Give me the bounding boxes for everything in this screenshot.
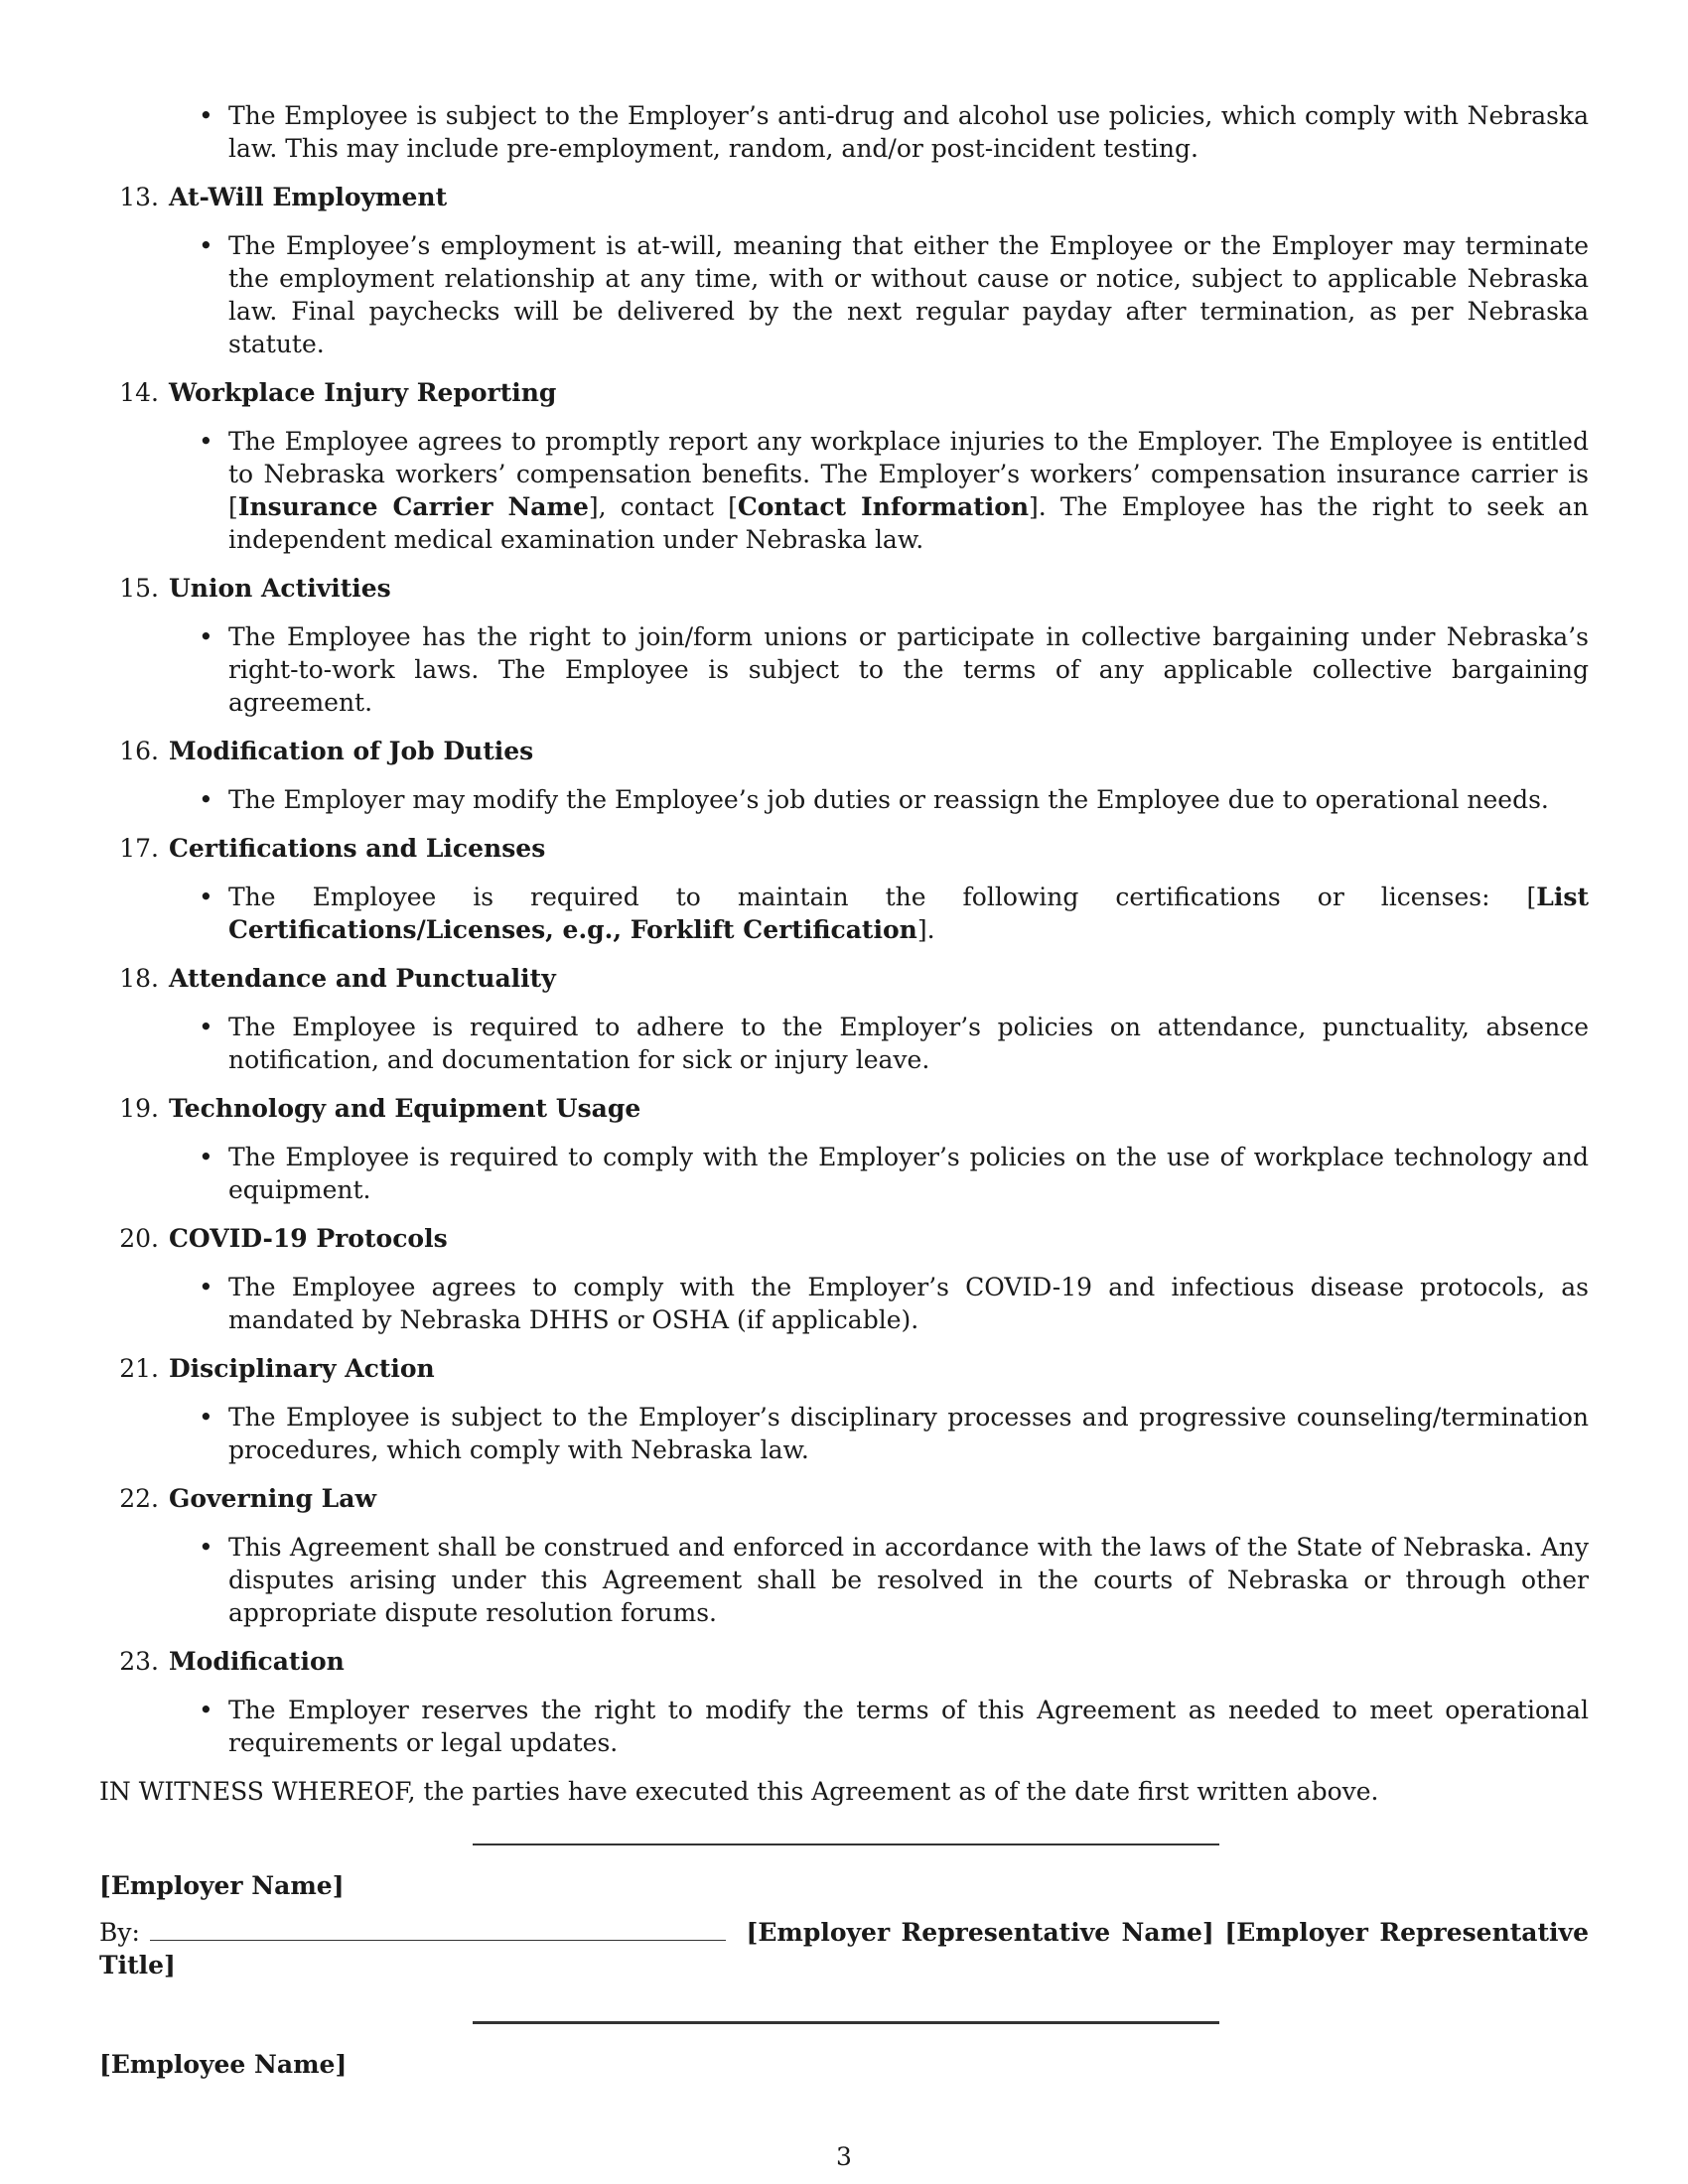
text-segment: ]. — [916, 915, 935, 944]
section-heading-18 — [99, 962, 1589, 995]
placeholder-insurance-carrier: Insurance Carrier Name — [237, 492, 589, 521]
section-number: 14. — [119, 378, 159, 407]
drug-policy-bullet: • The Employee is subject to the Employer’s anti-drug and alcohol use policies, which comply with Nebraska law. This may include pre-employment, random, and/or post-incident testing. — [99, 99, 1589, 165]
section-14-bullets — [99, 425, 1589, 556]
representative-signature-row — [99, 1916, 1589, 1981]
section-19-bullets — [99, 1141, 1589, 1206]
section-title: At-Will Employment — [169, 183, 448, 211]
section-heading-21 — [99, 1352, 1589, 1385]
page-number: 3 — [836, 2142, 852, 2171]
text-segment: ]. The Employee has the right to seek an independent medical examination under Nebraska law. — [228, 492, 1589, 554]
section-21-text: • The Employee is subject to the Employer’s disciplinary processes and progressive counseling/termination procedures, which comply with Nebraska law. — [99, 1401, 1589, 1466]
placeholder-certifications: List Certifications/Licenses, e.g., Forklift Certification — [228, 883, 1589, 944]
section-title: Modification — [169, 1647, 345, 1676]
section-17-bullets — [99, 881, 1589, 946]
section-20-text: • The Employee agrees to comply with the Employer’s COVID-19 and infectious disease protocols, as mandated by Nebraska DHHS or OSHA (if applicable). — [99, 1271, 1589, 1336]
representative-title-placeholder: [Employer Representative Title] — [99, 1918, 1589, 1979]
section-heading-17 — [99, 832, 1589, 865]
section-23-bullets — [99, 1694, 1589, 1759]
placeholder-contact-information: Contact Information — [737, 492, 1030, 521]
section-19-text: • The Employee is required to comply with the Employer’s policies on the use of workplace technology and equipment. — [99, 1141, 1589, 1206]
employer-signature-line[interactable] — [473, 1843, 1219, 1845]
text-segment: The Employee is required to maintain the following certifications or licenses: [ — [228, 883, 1537, 911]
section-12-bullets — [99, 99, 1589, 165]
section-heading-13 — [99, 181, 1589, 213]
section-number: 13. — [119, 183, 159, 211]
section-number: 15. — [119, 574, 159, 603]
section-23-text: • The Employer reserves the right to modify the terms of this Agreement as needed to meet operational requirements or legal updates. — [99, 1694, 1589, 1759]
section-15-bullets — [99, 620, 1589, 719]
section-21-bullets — [99, 1401, 1589, 1466]
section-22-bullets — [99, 1531, 1589, 1629]
section-title: Workplace Injury Reporting — [169, 378, 557, 407]
section-number: 16. — [119, 737, 159, 765]
witness-clause: IN WITNESS WHEREOF, the parties have executed this Agreement as of the date first written above. — [99, 1777, 1379, 1806]
section-22-text: • This Agreement shall be construed and enforced in accordance with the laws of the State of Nebraska. Any disputes arising under this Agreement shall be resolved in the courts of Nebraska or through other appropriate dispute resolution forums. — [99, 1531, 1589, 1629]
section-17-text — [99, 881, 1589, 946]
document-page — [99, 99, 1589, 2081]
employer-name-placeholder: [Employer Name] — [99, 1871, 345, 1900]
section-18-bullets — [99, 1011, 1589, 1076]
section-heading-19 — [99, 1092, 1589, 1125]
section-heading-20 — [99, 1222, 1589, 1255]
section-number: 20. — [119, 1224, 159, 1253]
section-13-text: • The Employee’s employment is at-will, meaning that either the Employee or the Employer may terminate the employment relationship at any time, with or without cause or notice, subject to applicable Nebraska law. Final paychecks will be delivered by the next regular payday after termination, as per Nebraska statute. — [99, 229, 1589, 360]
section-16-text: • The Employer may modify the Employee’s job duties or reassign the Employee due to operational needs. — [99, 783, 1589, 816]
text-segment: ], contact [ — [588, 492, 738, 521]
section-heading-15 — [99, 572, 1589, 605]
section-number: 19. — [119, 1094, 159, 1123]
section-13-bullets — [99, 229, 1589, 360]
section-heading-22 — [99, 1482, 1589, 1515]
representative-signature-blank[interactable] — [150, 1916, 726, 1941]
section-number: 22. — [119, 1484, 159, 1513]
section-18-text: • The Employee is required to adhere to the Employer’s policies on attendance, punctuality, absence notification, and documentation for sick or injury leave. — [99, 1011, 1589, 1076]
section-title: Disciplinary Action — [169, 1354, 435, 1383]
representative-name-placeholder: [Employer Representative Name] — [746, 1918, 1214, 1947]
section-number: 17. — [119, 834, 159, 863]
section-title: Governing Law — [169, 1484, 376, 1513]
section-title: Certifications and Licenses — [169, 834, 546, 863]
section-number: 23. — [119, 1647, 159, 1676]
section-number: 21. — [119, 1354, 159, 1383]
section-heading-23 — [99, 1645, 1589, 1678]
section-title: Modification of Job Duties — [169, 737, 534, 765]
section-15-text: • The Employee has the right to join/form unions or participate in collective bargaining under Nebraska’s right-to-work laws. The Employee is subject to the terms of any applicable collective bargaining agreement. — [99, 620, 1589, 719]
section-heading-16 — [99, 735, 1589, 767]
section-title: Technology and Equipment Usage — [169, 1094, 641, 1123]
section-14-text — [99, 425, 1589, 556]
section-title: Attendance and Punctuality — [169, 964, 556, 993]
employee-signature-line[interactable] — [473, 2021, 1219, 2024]
text-segment: The Employee agrees to promptly report any workplace injuries to the Employer. The Employee is entitled to Nebraska workers’ compensation benefits. The Employer’s workers’ compensation insurance carrier is [ — [228, 427, 1589, 521]
section-heading-14 — [99, 376, 1589, 409]
by-label: By: — [99, 1918, 140, 1947]
employee-name-placeholder: [Employee Name] — [99, 2050, 348, 2079]
section-title: COVID-19 Protocols — [169, 1224, 448, 1253]
section-20-bullets — [99, 1271, 1589, 1336]
section-title: Union Activities — [169, 574, 391, 603]
section-number: 18. — [119, 964, 159, 993]
section-16-bullets — [99, 783, 1589, 816]
